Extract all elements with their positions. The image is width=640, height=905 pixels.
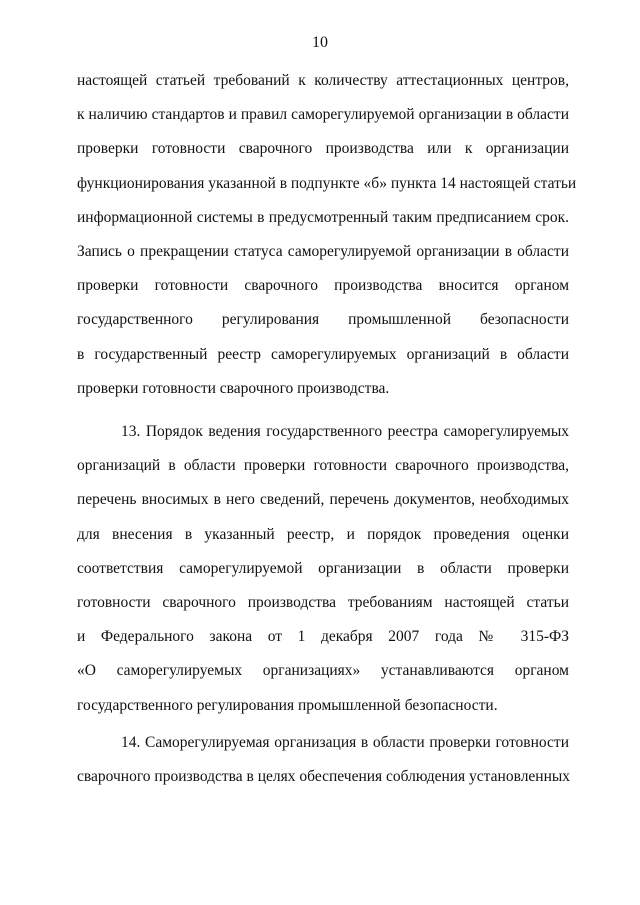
- text-line: для внесения в указанный реестр, и порядок проведения оценки: [77, 525, 569, 543]
- text-line: государственного регулирования промышленной безопасности: [77, 311, 569, 329]
- text-line: соответствия саморегулируемой организации в области проверки: [77, 559, 569, 577]
- text-line: государственного регулирования промышленной безопасности.: [77, 696, 498, 714]
- text-line: проверки готовности сварочного производства вносится органом: [77, 277, 569, 295]
- text-line: 14. Саморегулируемая организация в области проверки готовности: [121, 734, 569, 751]
- text-line: «О саморегулируемых организациях» устанавливаются органом: [77, 662, 569, 680]
- paragraph-continuation: [77, 64, 577, 406]
- text-line: проверки готовности сварочного производства или к организации: [77, 140, 569, 158]
- text-line: готовности сварочного производства требованиям настоящей статьи: [77, 593, 569, 611]
- text-line: Запись о прекращении статуса саморегулируемой организации в области: [77, 242, 569, 260]
- text-line: сварочного производства в целях обеспечения соблюдения установленных: [77, 768, 571, 786]
- text-line: настоящей статьей требований к количеству аттестационных центров,: [77, 72, 569, 89]
- text-line: в государственный реестр саморегулируемых организаций в области: [77, 345, 569, 363]
- text-line: к наличию стандартов и правил саморегулируемой организации в области: [77, 106, 569, 124]
- text-line: функционирования указанной в подпункте «б» пункта 14 настоящей статьи: [77, 174, 577, 192]
- page-number: 10: [312, 34, 328, 51]
- text-line: информационной системы в предусмотренный таким предписанием срок.: [77, 208, 569, 226]
- text-line: и Федерального закона от 1 декабря 2007 года № 315-ФЗ: [77, 628, 569, 646]
- text-line: перечень вносимых в него сведений, перечень документов, необходимых: [77, 491, 569, 509]
- text-line: организаций в области проверки готовности сварочного производства,: [77, 457, 569, 475]
- text-line: 13. Порядок ведения государственного реестра саморегулируемых: [121, 423, 569, 440]
- paragraph-13: [77, 415, 569, 723]
- paragraph-14: [77, 726, 569, 794]
- text-line: проверки готовности сварочного производства.: [77, 379, 390, 397]
